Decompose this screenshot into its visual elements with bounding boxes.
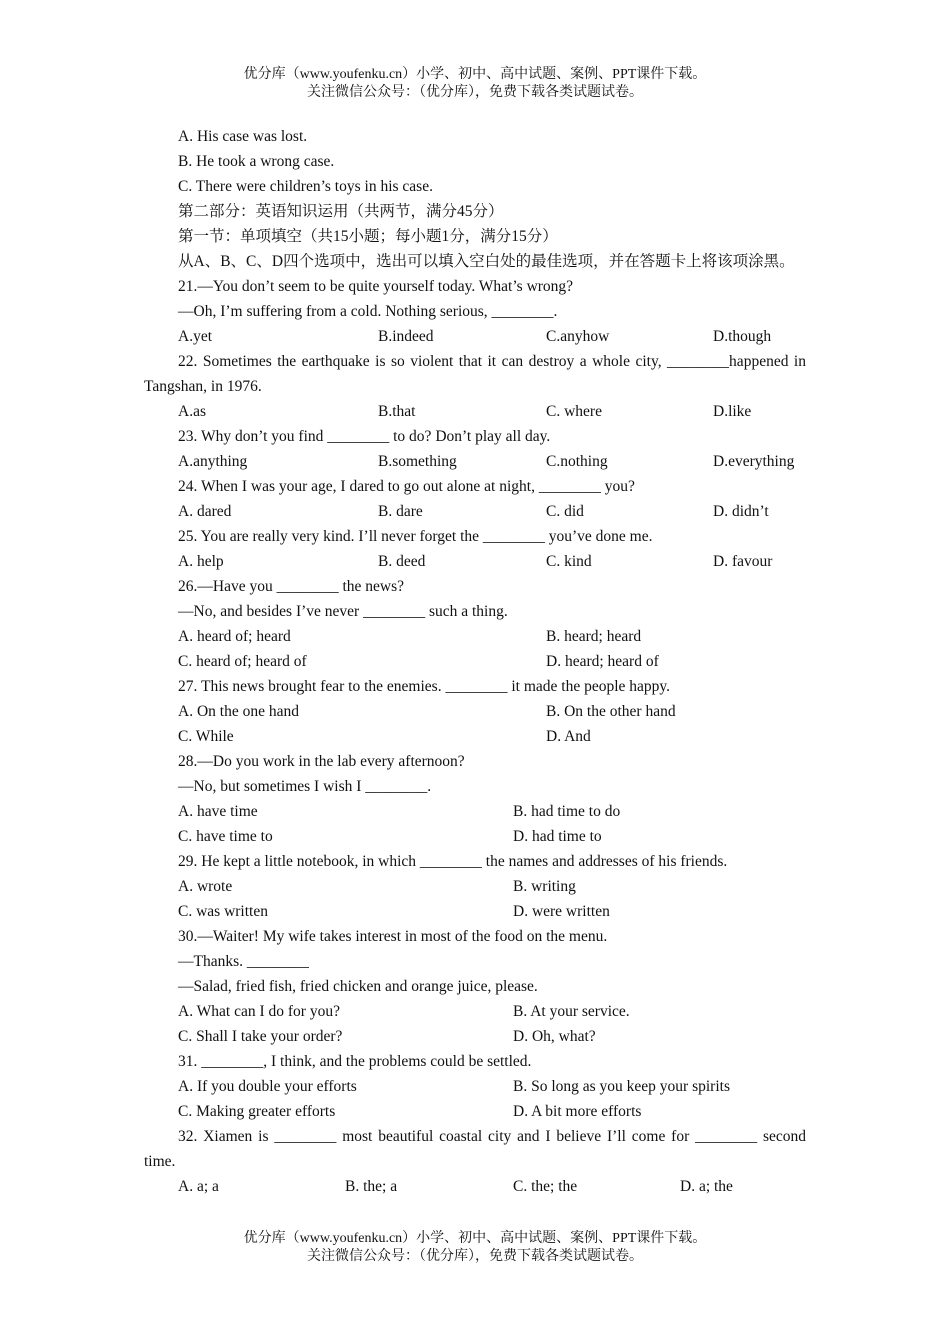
question-28-options-row2: [144, 824, 806, 849]
option-d: D.everything: [713, 453, 795, 470]
option-a: A.as: [178, 403, 206, 420]
option-d: D. were written: [513, 903, 610, 920]
option-d: D.like: [713, 403, 752, 420]
question-31-options-row1: [144, 1074, 806, 1099]
option-b: B.that: [378, 403, 416, 420]
question-21-reply: —Oh, I’m suffering from a cold. Nothing serious, ________.: [178, 303, 558, 320]
question-32: 32. Xiamen is ________ most beautiful coastal city and I believe I’ll come for ________ second time.: [144, 1128, 806, 1170]
option-a: A. dared: [178, 503, 232, 520]
question-26-options-row1: [144, 624, 806, 649]
option-b: B. had time to do: [513, 803, 621, 820]
option-line: A. His case was lost.: [178, 128, 308, 145]
option-a: A. have time: [178, 803, 258, 820]
option-a: A.anything: [178, 453, 248, 470]
option-c: C. heard of; heard of: [178, 653, 307, 670]
option-a: A. wrote: [178, 878, 233, 895]
option-a: A. What can I do for you?: [178, 1003, 340, 1020]
question-25: 25. You are really very kind. I’ll never forget the ________ you’ve done me.: [178, 528, 653, 545]
question-30-options-row2: [144, 1024, 806, 1049]
question-31: 31. ________, I think, and the problems could be settled.: [178, 1053, 532, 1070]
option-c: C. While: [178, 728, 234, 745]
part2-title: 第二部分：英语知识运用（共两节，满分45分）: [178, 203, 504, 220]
question-24: 24. When I was your age, I dared to go out alone at night, ________ you?: [178, 478, 635, 495]
option-a: A. heard of; heard: [178, 628, 291, 645]
option-line: B. He took a wrong case.: [178, 153, 335, 170]
option-b: B. At your service.: [513, 1003, 630, 1020]
option-d: D. didn’t: [713, 503, 769, 520]
footer-line-2: 关注微信公众号：（优分库），免费下载各类试题试卷。: [307, 1249, 643, 1264]
question-21-options: [144, 324, 806, 349]
option-c: C. the; the: [513, 1178, 578, 1195]
option-b: B.indeed: [378, 328, 434, 345]
option-d: D.though: [713, 328, 772, 345]
option-d: D. Oh, what?: [513, 1028, 596, 1045]
option-b: B.something: [378, 453, 457, 470]
question-28-options-row1: [144, 799, 806, 824]
question-27-options-row1: [144, 699, 806, 724]
page-footer: [0, 1230, 950, 1266]
question-22-options: [144, 399, 806, 424]
option-d: D. And: [546, 728, 591, 745]
question-25-options: [144, 549, 806, 574]
question-30-options-row1: [144, 999, 806, 1024]
option-a: A. help: [178, 553, 224, 570]
question-27-options-row2: [144, 724, 806, 749]
option-b: B. So long as you keep your spirits: [513, 1078, 730, 1095]
question-22: 22. Sometimes the earthquake is so violent that it can destroy a whole city, ________happened in Tangshan, in 1976.: [144, 353, 806, 395]
option-d: D. heard; heard of: [546, 653, 659, 670]
question-26-reply: —No, and besides I’ve never ________ such a thing.: [178, 603, 508, 620]
option-a: A. If you double your efforts: [178, 1078, 357, 1095]
option-d: D. A bit more efforts: [513, 1103, 642, 1120]
question-27: 27. This news brought fear to the enemies. ________ it made the people happy.: [178, 678, 671, 695]
question-30: 30.—Waiter! My wife takes interest in most of the food on the menu.: [178, 928, 608, 945]
option-b: B. dare: [378, 503, 423, 520]
question-30-reply: —Thanks. ________: [178, 953, 309, 970]
option-c: C. kind: [546, 553, 592, 570]
option-line: C. There were children’s toys in his case.: [178, 178, 433, 195]
question-28-reply: —No, but sometimes I wish I ________.: [178, 778, 432, 795]
question-24-options: [144, 499, 806, 524]
option-c: C. was written: [178, 903, 268, 920]
option-b: B. the; a: [345, 1178, 398, 1195]
option-b: B. writing: [513, 878, 576, 895]
section1-title: 第一节：单项填空（共15小题；每小题1分，满分15分）: [178, 228, 558, 245]
question-29-options-row2: [144, 899, 806, 924]
question-26: 26.—Have you ________ the news?: [178, 578, 404, 595]
option-c: C. did: [546, 503, 584, 520]
question-26-options-row2: [144, 649, 806, 674]
option-c: C. have time to: [178, 828, 273, 845]
question-23: 23. Why don’t you find ________ to do? Don’t play all day.: [178, 428, 551, 445]
question-21: 21.—You don’t seem to be quite yourself today. What’s wrong?: [178, 278, 574, 295]
footer-line-1: 优分库（www.youfenku.cn）小学、初中、高中试题、案例、PPT课件下载。: [243, 1231, 707, 1246]
instructions: 从A、B、C、D四个选项中，选出可以填入空白处的最佳选项，并在答题卡上将该项涂黑。: [178, 253, 795, 270]
option-a: A. a; a: [178, 1178, 219, 1195]
header-line-2: 关注微信公众号：（优分库），免费下载各类试题试卷。: [307, 85, 643, 100]
page-header: [0, 66, 950, 102]
question-31-options-row2: [144, 1099, 806, 1124]
option-d: D. favour: [713, 553, 773, 570]
option-b: B. On the other hand: [546, 703, 676, 720]
header-line-1: 优分库（www.youfenku.cn）小学、初中、高中试题、案例、PPT课件下载。: [243, 67, 707, 82]
option-b: B. deed: [378, 553, 426, 570]
option-d: D. had time to: [513, 828, 602, 845]
question-23-options: [144, 449, 806, 474]
question-30-reply-2: —Salad, fried fish, fried chicken and orange juice, please.: [178, 978, 538, 995]
option-c: C. Shall I take your order?: [178, 1028, 343, 1045]
option-a: A.yet: [178, 328, 213, 345]
option-d: D. a; the: [680, 1178, 733, 1195]
option-c: C. where: [546, 403, 602, 420]
option-b: B. heard; heard: [546, 628, 642, 645]
question-29: 29. He kept a little notebook, in which ________ the names and addresses of his friends.: [178, 853, 728, 870]
option-c: C.nothing: [546, 453, 608, 470]
question-29-options-row1: [144, 874, 806, 899]
exam-content: [144, 124, 806, 1199]
question-28: 28.—Do you work in the lab every afternoon?: [178, 753, 465, 770]
option-c: C. Making greater efforts: [178, 1103, 336, 1120]
question-32-options: [144, 1174, 806, 1199]
option-c: C.anyhow: [546, 328, 610, 345]
option-a: A. On the one hand: [178, 703, 299, 720]
